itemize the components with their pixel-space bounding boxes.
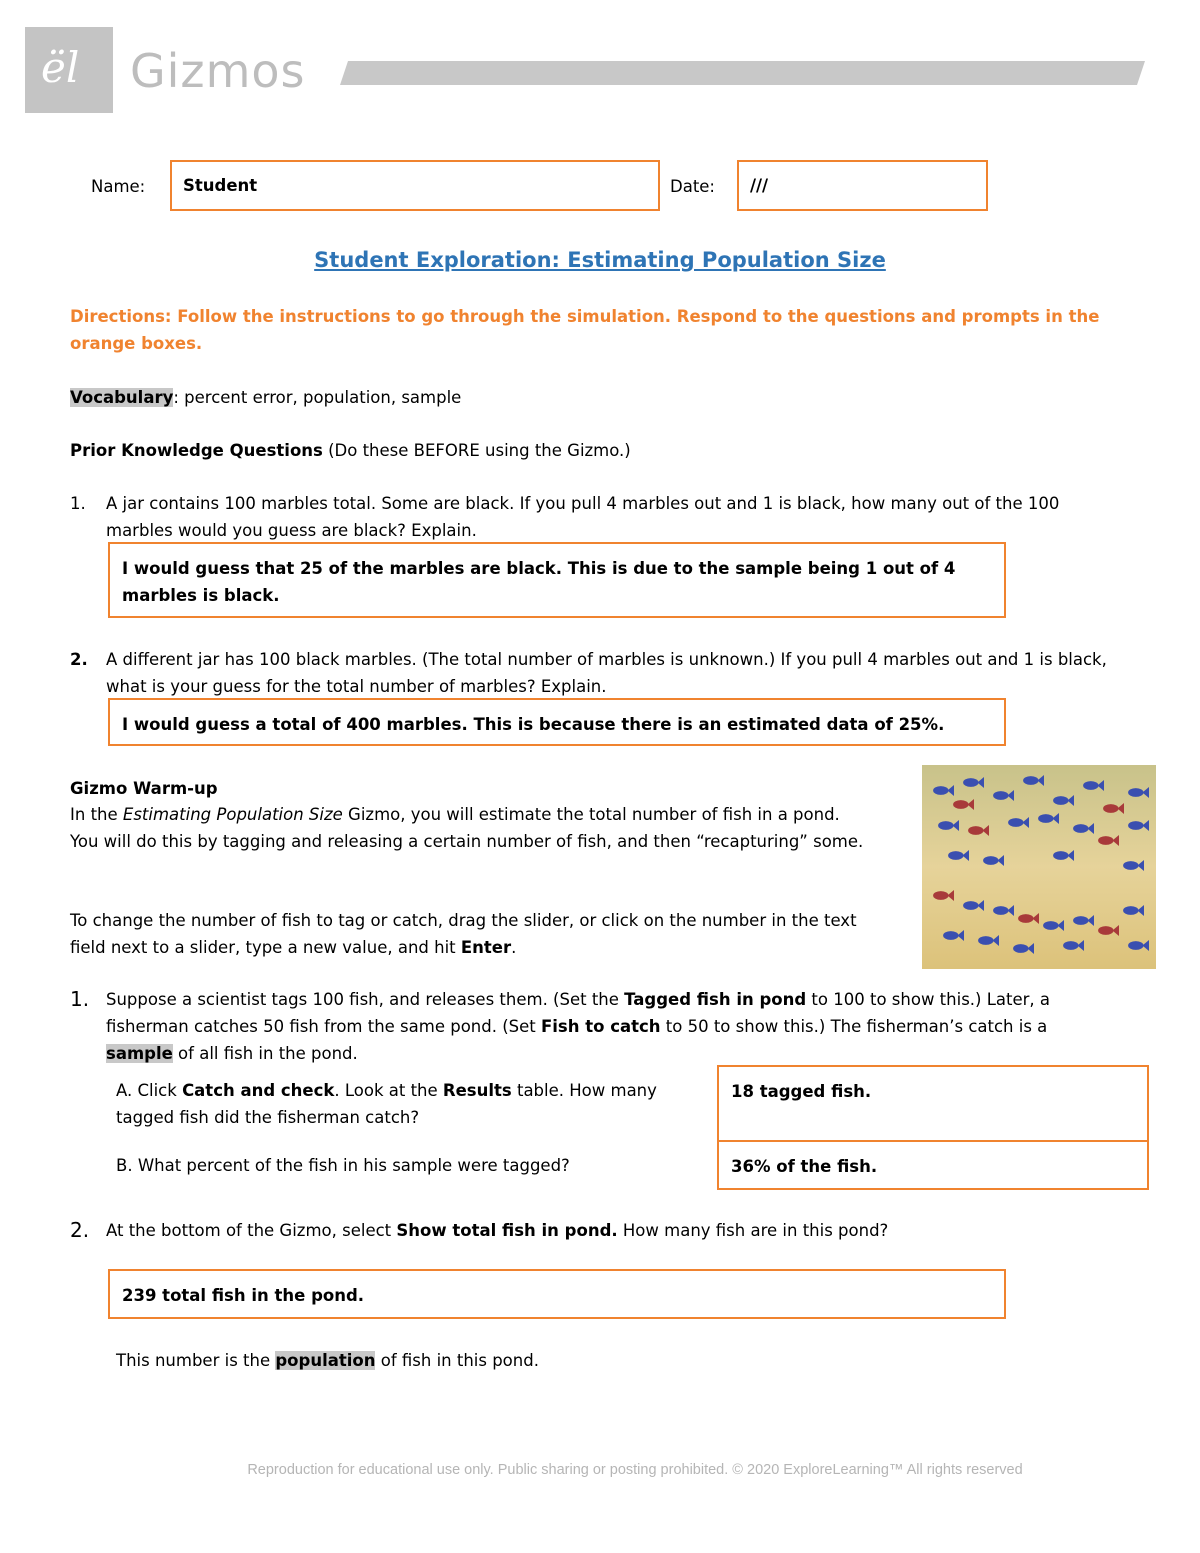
w1-part-b-text [116, 1152, 686, 1179]
warmup-p1-pre: In the [70, 805, 123, 824]
w2-answer: 239 total fish in the pond. [122, 1286, 365, 1305]
footer-copyright: Reproduction for educational use only. Public sharing or posting prohibited. © 2020 ExploreLearning™ All rights reserved [247, 1462, 1023, 1478]
w2-number: 2. [70, 1218, 90, 1242]
q2-text: A different jar has 100 black marbles. (The total number of marbles is unknown.) If you pull 4 marbles out and 1 is black, what is your guess for the total number of marbles? Explain. [106, 650, 1107, 696]
w1-b1: Tagged fish in pond [624, 990, 807, 1009]
w1-sample-highlight: sample [106, 1044, 173, 1063]
warmup-heading: Gizmo Warm-up [70, 779, 218, 798]
logo-glyph: ël [41, 43, 80, 92]
header-bar [340, 61, 1145, 85]
w2-text [106, 1217, 1116, 1244]
warmup-p2-bold: Enter [460, 938, 512, 957]
warmup-p1-italic: Estimating Population Size [122, 805, 343, 824]
q2-answer-box[interactable] [108, 698, 1006, 746]
w1-b2: Fish to catch [541, 1017, 661, 1036]
w1-part-a-text [116, 1077, 686, 1131]
prior-knowledge-heading [70, 437, 631, 464]
q1-answer-box[interactable] [108, 542, 1006, 618]
w1-t2: to 100 to show this.) Later, a fisherman catches 50 fish from the same pond. (Set [106, 990, 1051, 1036]
warmup-paragraph-1 [70, 801, 870, 855]
w1-a-answer: 18 tagged fish. [731, 1082, 872, 1101]
q2-number: 2. [70, 650, 88, 669]
fish-pond-image [922, 765, 1156, 969]
q1-text: A jar contains 100 marbles total. Some are black. If you pull 4 marbles out and 1 is black, how many out of the 100 marbles would you guess are black? Explain. [106, 494, 1060, 540]
q1-answer: I would guess that 25 of the marbles are black. This is due to the sample being 1 out of 4 marbles is black. [122, 559, 956, 605]
w1-a-t2: . Look at the [334, 1081, 443, 1100]
prior-heading: Prior Knowledge Questions [70, 441, 323, 460]
warmup-p2-pre: To change the number of fish to tag or catch, drag the slider, or click on the number in the text field next to a slider, type a new value, and hit [70, 911, 857, 957]
w2-t2: How many fish are in this pond? [617, 1221, 889, 1240]
prior-note: (Do these BEFORE using the Gizmo.) [322, 441, 631, 460]
w1-t4: of all fish in the pond. [172, 1044, 358, 1063]
w2-after-pre: This number is the [116, 1351, 276, 1370]
w1-a-label: A [116, 1081, 127, 1100]
directions: Directions: Follow the instructions to go through the simulation. Respond to the questions and prompts in the orange boxes. [70, 307, 1100, 353]
logo-square [25, 27, 113, 113]
vocabulary-line [70, 384, 461, 411]
w1-b-answer-box[interactable] [717, 1140, 1149, 1190]
w1-t1: Suppose a scientist tags 100 fish, and releases them. (Set the [106, 990, 625, 1009]
w2-after-text [116, 1347, 539, 1374]
brand-logo-text: Gizmos [130, 44, 306, 98]
w1-a-t1: . Click [127, 1081, 183, 1100]
w2-t1: At the bottom of the Gizmo, select [106, 1221, 397, 1240]
w2-population-highlight: population [275, 1351, 376, 1370]
w1-b-label: B [116, 1156, 128, 1175]
date-field[interactable] [737, 160, 988, 211]
vocabulary-label: Vocabulary [70, 388, 174, 407]
vocabulary-text: : percent error, population, sample [173, 388, 462, 407]
date-value: /// [750, 176, 769, 195]
w1-t3: to 50 to show this.) The fisherman’s catch is a [660, 1017, 1048, 1036]
warmup-paragraph-2 [70, 907, 870, 961]
w1-a-b2: Results [442, 1081, 512, 1100]
w1-b-text: . What percent of the fish in his sample were tagged? [127, 1156, 570, 1175]
w2-answer-box[interactable] [108, 1269, 1006, 1319]
q1-number: 1. [70, 494, 86, 513]
warmup-p1-post: Gizmo, you will estimate the total number of fish in a pond. You will do this by tagging and releasing a certain number of fish, and then “recapturing” some. [70, 805, 864, 851]
w2-b1: Show total fish in pond. [396, 1221, 618, 1240]
page-title: Student Exploration: Estimating Population Size [314, 248, 886, 272]
w1-text [106, 986, 1116, 1067]
w1-number: 1. [70, 987, 90, 1011]
w1-a-answer-box[interactable] [717, 1065, 1149, 1142]
name-value: Student [183, 176, 258, 195]
name-field[interactable] [170, 160, 660, 211]
name-label: Name: [91, 177, 146, 196]
w2-after-post: of fish in this pond. [375, 1351, 539, 1370]
date-label: Date: [670, 177, 715, 196]
w1-b-answer: 36% of the fish. [731, 1157, 878, 1176]
q2-answer: I would guess a total of 400 marbles. This is because there is an estimated data of 25%. [122, 715, 945, 734]
w1-a-b1: Catch and check [182, 1081, 335, 1100]
w1-a-t3: table. How many tagged fish did the fisherman catch? [116, 1081, 657, 1127]
warmup-p2-post: . [511, 938, 517, 957]
